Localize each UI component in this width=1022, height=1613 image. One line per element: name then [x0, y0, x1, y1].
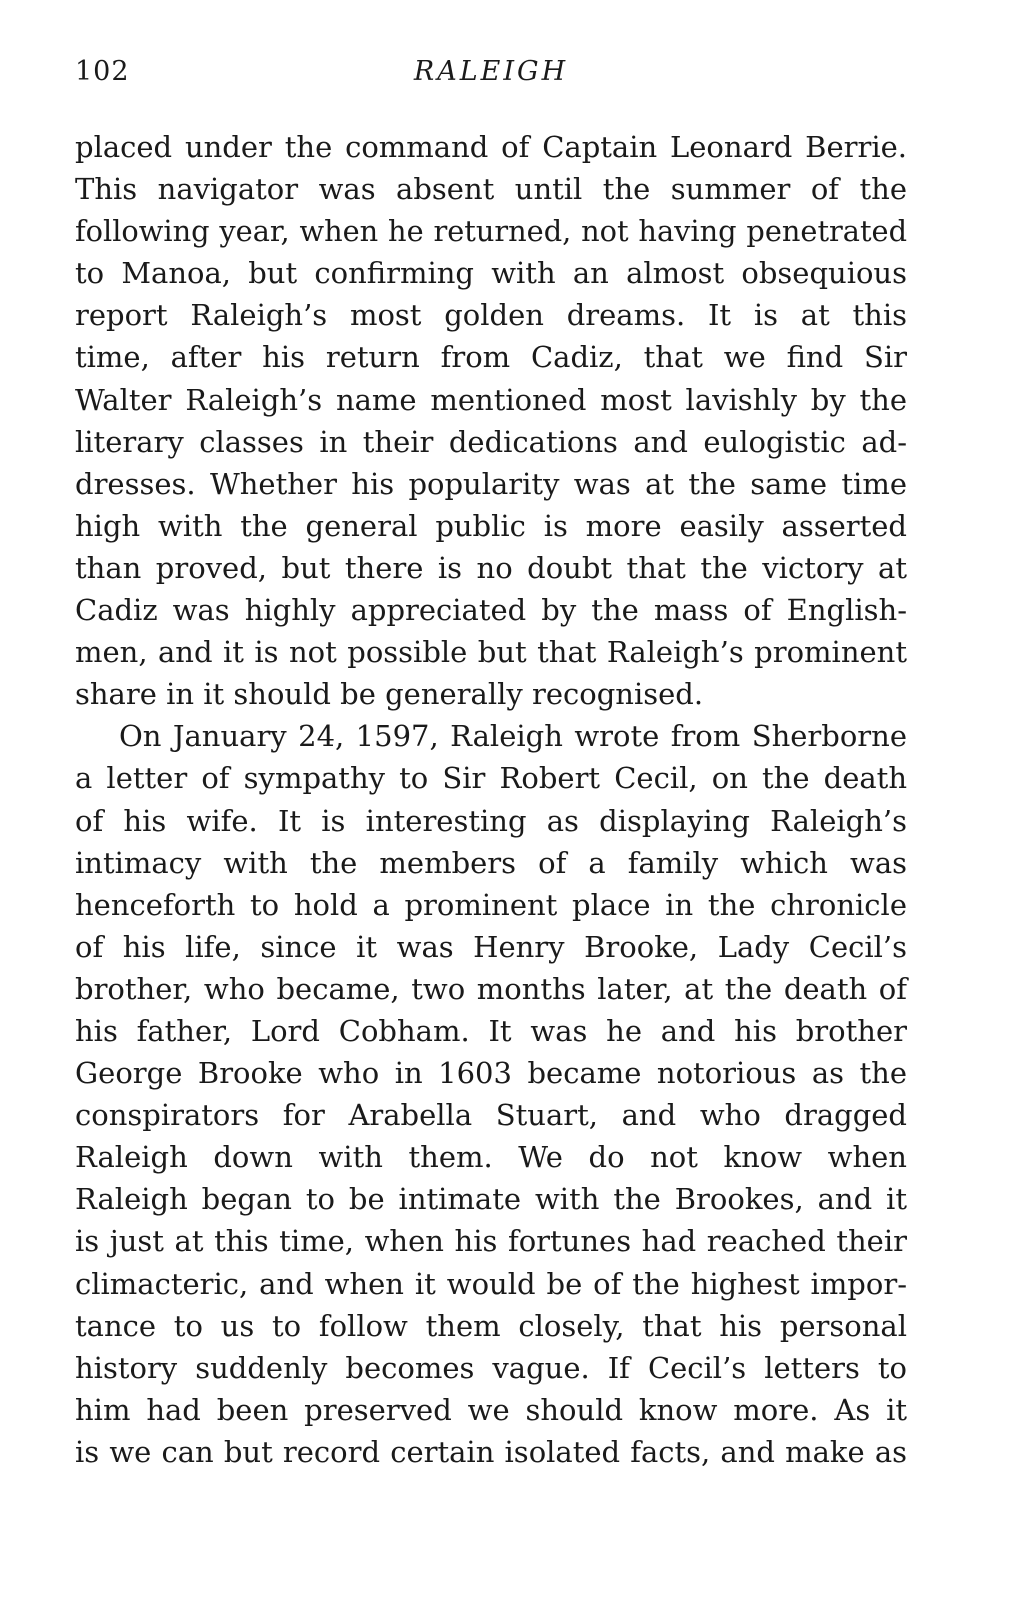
text-line: high with the general public is more easily asserted [75, 508, 907, 543]
text-line: literary classes in their dedications and eulogistic ad- [75, 424, 907, 459]
text-line: than proved, but there is no doubt that the victory at [75, 550, 907, 585]
text-line: This navigator was absent until the summer of the [75, 172, 907, 207]
text-line: placed under the command of Captain Leonard Berrie. [75, 130, 907, 164]
text-line: following year, when he returned, not having penetrated [75, 214, 907, 249]
body-text [75, 126, 907, 1473]
text-line: intimacy with the members of a family which was [75, 845, 907, 880]
page-number: 102 [75, 56, 130, 87]
text-line: Cadiz was highly appreciated by the mass of English- [75, 593, 907, 628]
text-line: is just at this time, when his fortunes had reached their [75, 1224, 907, 1259]
text-line: Raleigh began to be intimate with the Brookes, and it [75, 1182, 907, 1217]
paragraph-2 [75, 715, 907, 1473]
text-line: time, after his return from Cadiz, that we find Sir [75, 340, 907, 375]
text-line: of his wife. It is interesting as displaying Raleigh’s [75, 803, 907, 838]
text-line: is we can but record certain isolated facts, and make as [75, 1434, 907, 1469]
text-line: tance to us to follow them closely, that his personal [75, 1308, 907, 1343]
running-head [75, 56, 907, 96]
text-line: to Manoa, but confirming with an almost obsequious [75, 256, 907, 291]
text-line: Walter Raleigh’s name mentioned most lavishly by the [75, 382, 907, 417]
text-line: of his life, since it was Henry Brooke, Lady Cecil’s [75, 929, 907, 964]
text-line: share in it should be generally recognised. [75, 677, 704, 712]
running-title: RALEIGH [413, 56, 569, 87]
text-line: brother, who became, two months later, at the death of [75, 971, 907, 1006]
text-line: George Brooke who in 1603 became notorious as the [75, 1056, 907, 1091]
text-line: a letter of sympathy to Sir Robert Cecil, on the death [75, 761, 907, 796]
text-line: conspirators for Arabella Stuart, and who dragged [75, 1098, 907, 1133]
text-line: him had been preserved we should know more. As it [75, 1392, 907, 1427]
text-line: history suddenly becomes vague. If Cecil’s letters to [75, 1350, 907, 1385]
paragraph-1 [75, 126, 907, 715]
text-line: dresses. Whether his popularity was at the same time [75, 466, 907, 501]
text-line: henceforth to hold a prominent place in the chronicle [75, 887, 907, 922]
text-line: On January 24, 1597, Raleigh wrote from Sherborne [119, 719, 907, 754]
text-line: his father, Lord Cobham. It was he and his brother [75, 1013, 907, 1048]
text-line: climacteric, and when it would be of the highest impor- [75, 1266, 907, 1301]
text-line: men, and it is not possible but that Raleigh’s prominent [75, 635, 907, 670]
text-line: report Raleigh’s most golden dreams. It is at this [75, 298, 907, 333]
text-line: Raleigh down with them. We do not know when [75, 1140, 907, 1175]
